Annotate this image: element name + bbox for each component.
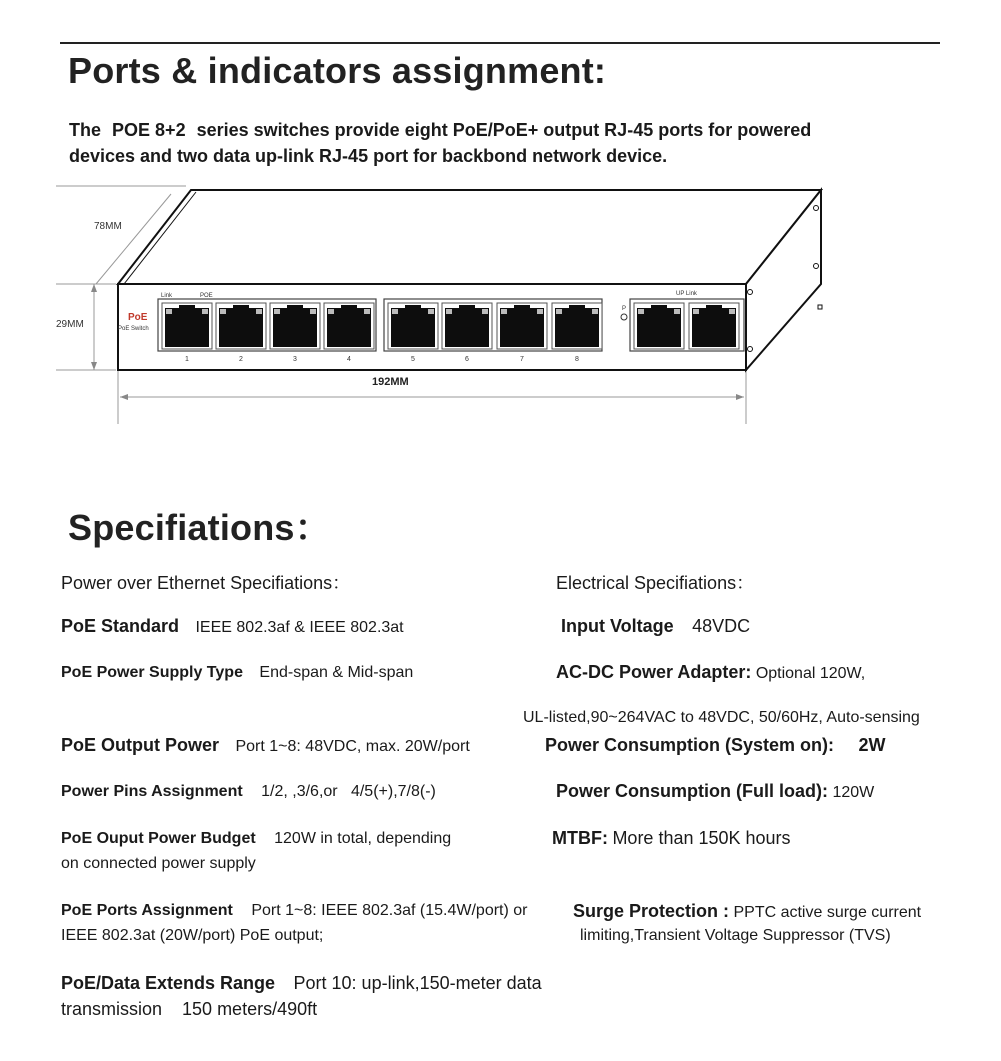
rj45-uplink-port: [634, 303, 684, 349]
rj45-poe-port: [388, 303, 438, 349]
consumption-full-value: 120W: [832, 784, 875, 801]
surge-row: [573, 901, 921, 922]
poe-label: POE: [200, 293, 213, 299]
budget-key: PoE Ouput Power Budget: [61, 830, 256, 847]
mtbf-value: More than 150K hours: [612, 828, 791, 848]
adapter-value: Optional 120W,: [755, 665, 866, 682]
adapter-key: AC-DC Power Adapter:: [556, 662, 752, 682]
budget-value: 120W in total, depending: [274, 830, 452, 847]
budget-value-2: on connected power supply: [61, 855, 256, 872]
mtbf-row: [552, 828, 791, 849]
consumption-on-key: Power Consumption (System on):: [545, 735, 835, 755]
surge-value: PPTC active surge current: [733, 904, 922, 921]
output-power-value: Port 1~8: 48VDC, max. 20W/port: [235, 738, 470, 755]
ports-assignment-key: PoE Ports Assignment: [61, 902, 233, 919]
extends-value: Port 10: up-link,150-meter data: [293, 973, 542, 993]
consumption-full-row: [556, 781, 874, 802]
consumption-full-key: Power Consumption (Full load):: [556, 781, 828, 801]
input-voltage-row: [561, 616, 750, 637]
surge-value-2: limiting,Transient Voltage Suppressor (TVS): [580, 927, 891, 944]
port-number-label: 3: [293, 356, 297, 363]
ports-assignment-row: [61, 902, 527, 920]
port-number-label: 4: [347, 356, 351, 363]
dim-height-label: 29MM: [56, 319, 84, 330]
top-rule: [60, 42, 940, 44]
consumption-on-row: [545, 735, 885, 756]
supply-type-value: End-span & Mid-span: [259, 664, 414, 681]
dim-width-label: 192MM: [372, 376, 409, 388]
port-number-label: 2: [239, 356, 243, 363]
extends-key: PoE/Data Extends Range: [61, 973, 276, 993]
rj45-poe-port: [270, 303, 320, 349]
consumption-on-value: 2W: [858, 735, 886, 755]
supply-type-row: [61, 664, 413, 682]
rj45-poe-port: [552, 303, 602, 349]
switch-top-face: [118, 190, 821, 284]
poe-standard-row: [61, 616, 404, 637]
uplink-label: UP Link: [676, 291, 697, 297]
supply-type-key: PoE Power Supply Type: [61, 664, 243, 681]
ports-assignment-value: Port 1~8: IEEE 802.3af (15.4W/port) or: [251, 902, 528, 919]
port-number-label: 8: [575, 356, 579, 363]
surge-key: Surge Protection :: [573, 901, 730, 921]
rj45-poe-port: [216, 303, 266, 349]
port-number-label: 5: [411, 356, 415, 363]
poe-specs-title: Power over Ethernet Specifiations：: [61, 573, 351, 593]
port-number-label: 7: [520, 356, 524, 363]
rj45-poe-port: [497, 303, 547, 349]
output-power-row: [61, 735, 470, 756]
rj45-poe-port: [442, 303, 492, 349]
poe-standard-key: PoE Standard: [61, 616, 180, 636]
pins-value: 1/2, ,3/6,or 4/5(+),7/8(-): [261, 783, 436, 800]
output-power-key: PoE Output Power: [61, 735, 220, 755]
ports-assignment-value-2: IEEE 802.3at (20W/port) PoE output;: [61, 927, 324, 944]
specs-heading: Specifiations：: [68, 507, 331, 548]
poe-standard-value: IEEE 802.3af & IEEE 802.3at: [195, 619, 404, 636]
port-number-label: 6: [465, 356, 469, 363]
input-voltage-key: Input Voltage: [561, 616, 674, 636]
input-voltage-value: 48VDC: [692, 616, 751, 636]
brand-label: PoE: [128, 312, 148, 323]
adapter-value-2: UL-listed,90~264VAC to 48VDC, 50/60Hz, Auto-sensing: [523, 709, 920, 726]
p-label: P: [622, 306, 627, 312]
port-number-label: 1: [185, 356, 189, 363]
adapter-row: [556, 662, 865, 683]
intro-line1: series switches provide eight PoE/PoE+ output RJ-45 ports for powered: [196, 120, 812, 140]
link-label: Link: [161, 293, 173, 299]
intro-line2: devices and two data up-link RJ-45 port for backbond network device.: [69, 146, 668, 166]
pins-row: [61, 783, 436, 801]
extends-value-2: transmission 150 meters/490ft: [61, 999, 318, 1019]
brand-sub-label: PoE Switch: [118, 326, 149, 332]
intro-paragraph: [69, 117, 949, 169]
budget-row: [61, 830, 451, 848]
pins-key: Power Pins Assignment: [61, 783, 243, 800]
ports-heading: Ports & indicators assignment:: [68, 50, 607, 91]
rj45-poe-port: [324, 303, 374, 349]
extends-row: [61, 973, 542, 994]
switch-diagram: [56, 184, 836, 429]
intro-model: POE 8+2: [112, 120, 186, 140]
electrical-specs-title: Electrical Specifiations：: [556, 573, 755, 593]
rj45-uplink-port: [689, 303, 739, 349]
dim-depth-label: 78MM: [94, 221, 122, 232]
rj45-poe-port: [162, 303, 212, 349]
intro-pre: The: [69, 120, 102, 140]
mtbf-key: MTBF:: [552, 828, 608, 848]
